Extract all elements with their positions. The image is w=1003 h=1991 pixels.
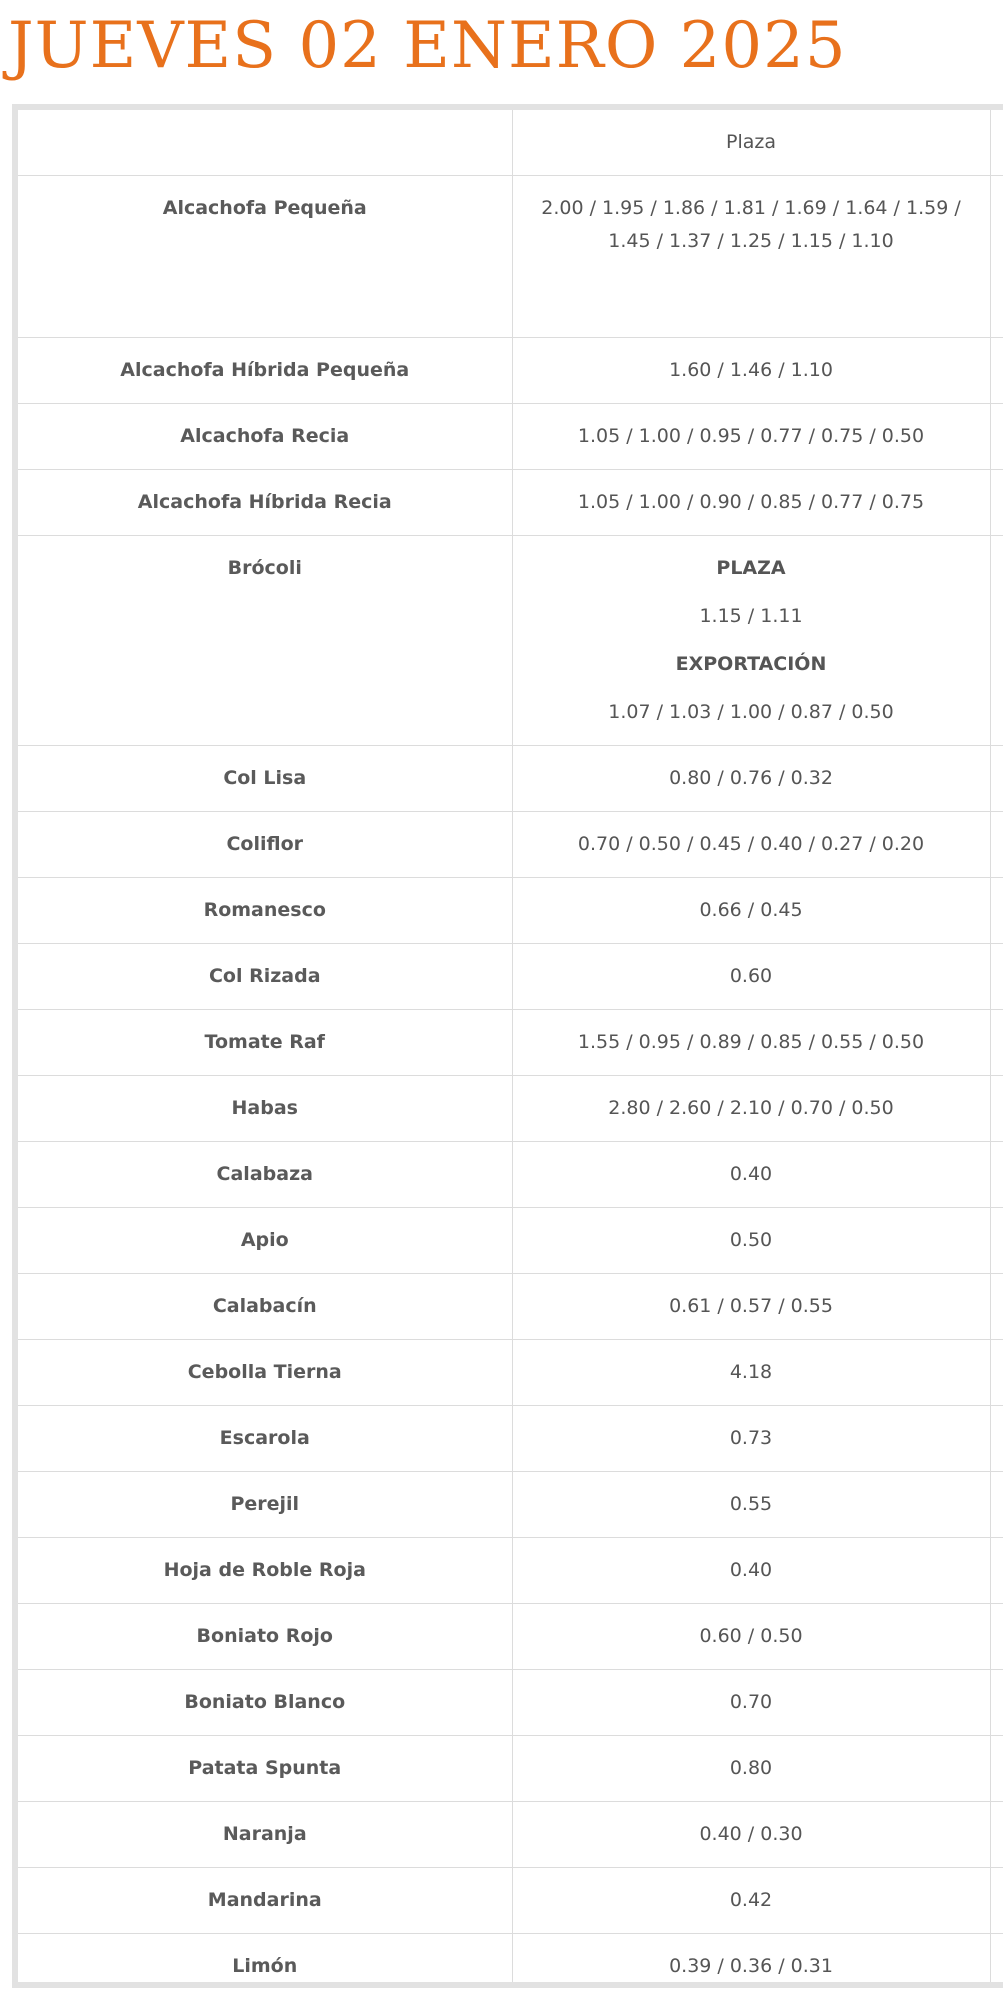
extra-cell: [990, 1010, 1003, 1076]
product-name: Alcachofa Pequeña: [18, 176, 512, 338]
extra-cell: [990, 1274, 1003, 1340]
product-prices: 0.39 / 0.36 / 0.31: [512, 1934, 990, 1989]
extra-cell: [990, 470, 1003, 536]
extra-cell: [990, 812, 1003, 878]
extra-cell: [990, 338, 1003, 404]
product-name: Apio: [18, 1208, 512, 1274]
table-row: [18, 1802, 1003, 1868]
header-extra-cell: [990, 110, 1003, 176]
product-prices: 0.40: [512, 1142, 990, 1208]
extra-cell: [990, 1604, 1003, 1670]
product-name: Boniato Rojo: [18, 1604, 512, 1670]
table-row: [18, 1076, 1003, 1142]
table-row: [18, 1340, 1003, 1406]
product-name: Escarola: [18, 1406, 512, 1472]
extra-cell: [990, 1736, 1003, 1802]
extra-cell: [990, 944, 1003, 1010]
extra-cell: [990, 1868, 1003, 1934]
plaza-subheading: PLAZA: [716, 557, 786, 579]
table-row: [18, 1604, 1003, 1670]
product-name: Coliflor: [18, 812, 512, 878]
product-prices: 0.40: [512, 1538, 990, 1604]
extra-cell: [990, 536, 1003, 746]
price-table: [18, 110, 1003, 1988]
table-row: [18, 404, 1003, 470]
product-name: Patata Spunta: [18, 1736, 512, 1802]
table-row: [18, 176, 1003, 338]
table-row: [18, 1208, 1003, 1274]
product-prices: 0.61 / 0.57 / 0.55: [512, 1274, 990, 1340]
table-row: [18, 536, 1003, 746]
export-prices: 1.07 / 1.03 / 1.00 / 0.87 / 0.50: [608, 701, 894, 723]
extra-cell: [990, 1142, 1003, 1208]
product-name: Col Lisa: [18, 746, 512, 812]
table-row: [18, 470, 1003, 536]
product-name: Perejil: [18, 1472, 512, 1538]
table-row: [18, 812, 1003, 878]
product-name: Cebolla Tierna: [18, 1340, 512, 1406]
header-plaza-cell: Plaza: [512, 110, 990, 176]
page-title: JUEVES 02 ENERO 2025: [8, 9, 847, 83]
table-header-row: [18, 110, 1003, 176]
extra-cell: [990, 1340, 1003, 1406]
product-name: Alcachofa Híbrida Recia: [18, 470, 512, 536]
extra-cell: [990, 176, 1003, 338]
table-row: [18, 1010, 1003, 1076]
extra-cell: [990, 1934, 1003, 1989]
product-prices: 2.00 / 1.95 / 1.86 / 1.81 / 1.69 / 1.64 / 1.59 / 1.45 / 1.37 / 1.25 / 1.15 / 1.10: [512, 176, 990, 338]
product-name: Col Rizada: [18, 944, 512, 1010]
table-row: [18, 1934, 1003, 1989]
table-row: [18, 1472, 1003, 1538]
product-prices: 0.55: [512, 1472, 990, 1538]
product-name: Mandarina: [18, 1868, 512, 1934]
price-table-container[interactable]: [12, 104, 1003, 1988]
product-name: Calabaza: [18, 1142, 512, 1208]
product-prices: 0.50: [512, 1208, 990, 1274]
extra-cell: [990, 1208, 1003, 1274]
product-prices: 0.40 / 0.30: [512, 1802, 990, 1868]
product-name: Naranja: [18, 1802, 512, 1868]
product-prices: 4.18: [512, 1340, 990, 1406]
table-row: [18, 1142, 1003, 1208]
product-prices: 0.80: [512, 1736, 990, 1802]
extra-cell: [990, 1670, 1003, 1736]
extra-cell: [990, 878, 1003, 944]
product-prices: 1.60 / 1.46 / 1.10: [512, 338, 990, 404]
product-name: Limón: [18, 1934, 512, 1989]
product-prices: 1.55 / 0.95 / 0.89 / 0.85 / 0.55 / 0.50: [512, 1010, 990, 1076]
table-row: [18, 1868, 1003, 1934]
extra-cell: [990, 1406, 1003, 1472]
extra-cell: [990, 404, 1003, 470]
table-row: [18, 338, 1003, 404]
product-prices: 0.70: [512, 1670, 990, 1736]
extra-cell: [990, 1076, 1003, 1142]
product-name: Alcachofa Recia: [18, 404, 512, 470]
product-prices: 0.60 / 0.50: [512, 1604, 990, 1670]
product-name: Boniato Blanco: [18, 1670, 512, 1736]
product-prices: 0.66 / 0.45: [512, 878, 990, 944]
product-prices: 0.60: [512, 944, 990, 1010]
product-prices: 0.70 / 0.50 / 0.45 / 0.40 / 0.27 / 0.20: [512, 812, 990, 878]
product-name: Calabacín: [18, 1274, 512, 1340]
table-row: [18, 1274, 1003, 1340]
extra-cell: [990, 1472, 1003, 1538]
table-row: [18, 944, 1003, 1010]
product-name: Hoja de Roble Roja: [18, 1538, 512, 1604]
product-prices: 0.73: [512, 1406, 990, 1472]
header-product-cell: [18, 110, 512, 176]
product-prices: 0.42: [512, 1868, 990, 1934]
product-prices: 2.80 / 2.60 / 2.10 / 0.70 / 0.50: [512, 1076, 990, 1142]
extra-cell: [990, 1538, 1003, 1604]
product-prices: 1.05 / 1.00 / 0.90 / 0.85 / 0.77 / 0.75: [512, 470, 990, 536]
product-name: Romanesco: [18, 878, 512, 944]
table-row: [18, 1670, 1003, 1736]
export-subheading: EXPORTACIÓN: [675, 653, 827, 675]
product-prices: 0.80 / 0.76 / 0.32: [512, 746, 990, 812]
table-row: [18, 878, 1003, 944]
table-row: [18, 1406, 1003, 1472]
extra-cell: [990, 746, 1003, 812]
extra-cell: [990, 1802, 1003, 1868]
product-name: Brócoli: [18, 536, 512, 746]
table-row: [18, 1736, 1003, 1802]
product-prices: 1.05 / 1.00 / 0.95 / 0.77 / 0.75 / 0.50: [512, 404, 990, 470]
table-row: [18, 1538, 1003, 1604]
product-name: Habas: [18, 1076, 512, 1142]
product-prices: [512, 536, 990, 746]
product-name: Alcachofa Híbrida Pequeña: [18, 338, 512, 404]
table-row: [18, 746, 1003, 812]
plaza-prices: 1.15 / 1.11: [699, 605, 803, 627]
product-name: Tomate Raf: [18, 1010, 512, 1076]
